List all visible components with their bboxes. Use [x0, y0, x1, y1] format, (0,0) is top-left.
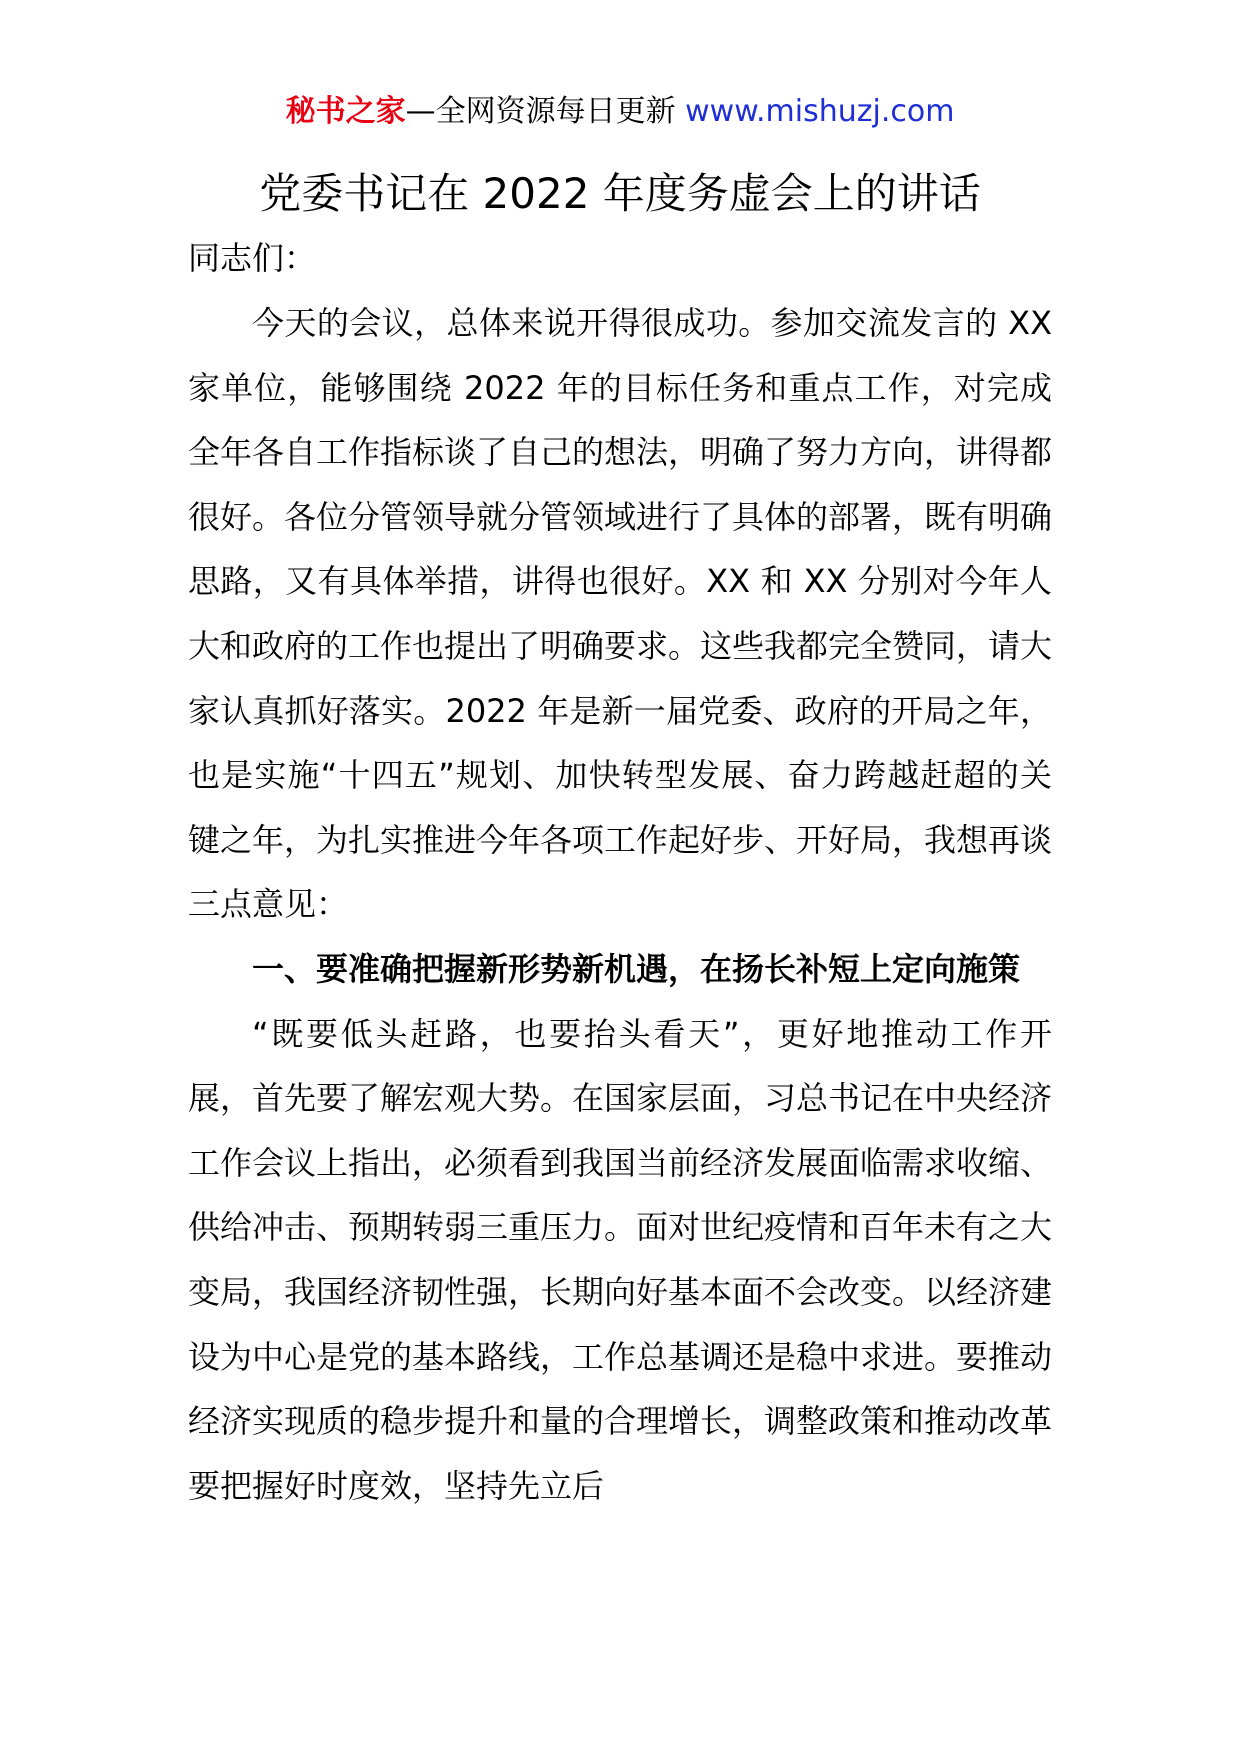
paragraph-opening: 今天的会议，总体来说开得很成功。参加交流发言的 XX 家单位，能够围绕 2022 年的目标任务和重点工作，对完成全年各自工作指标谈了自己的想法，明确了努力方向，讲得都很好。各位分管领导就分管领域进行了具体的部署，既有明确思路，又有具体举措，讲得也很好。XX 和 XX 分别对今年人大和政府的工作也提出了明确要求。这些我都完全赞同，请大家认真抓好落实。2022 年是新一届党委、政府的开局之年，也是实施“十四五”规划、加快转型发展、奋力跨越赶超的关键之年，为扎实推进今年各项工作起好步、开好局，我想再谈三点意见：	[188, 304, 1053, 924]
document-body	[188, 234, 1052, 1518]
site-url-link[interactable]: www.mishuzj.com	[685, 94, 955, 129]
site-tagline: —全网资源每日更新	[405, 94, 676, 129]
document-title: 党委书记在 2022 年度务虚会上的讲话	[259, 169, 981, 218]
site-brand: 秘书之家	[285, 94, 406, 129]
site-header	[0, 92, 1240, 132]
paragraph-section-1: “既要低头赶路，也要抬头看天”，更好地推动工作开展，首先要了解宏观大势。在国家层面，习总书记在中央经济工作会议上指出，必须看到我国当前经济发展面临需求收缩、供给冲击、预期转弱三重压力。面对世纪疫情和百年未有之大变局，我国经济韧性强，长期向好基本面不会改变。以经济建设为中心是党的基本路线，工作总基调还是稳中求进。要推动经济实现质的稳步提升和量的合理增长，调整政策和推动改革要把握好时度效，坚持先立后	[188, 1014, 1053, 1505]
greeting: 同志们：	[188, 239, 317, 277]
section-heading-1: 一、要准确把握新形势新机遇，在扬长补短上定向施策	[252, 949, 1021, 988]
